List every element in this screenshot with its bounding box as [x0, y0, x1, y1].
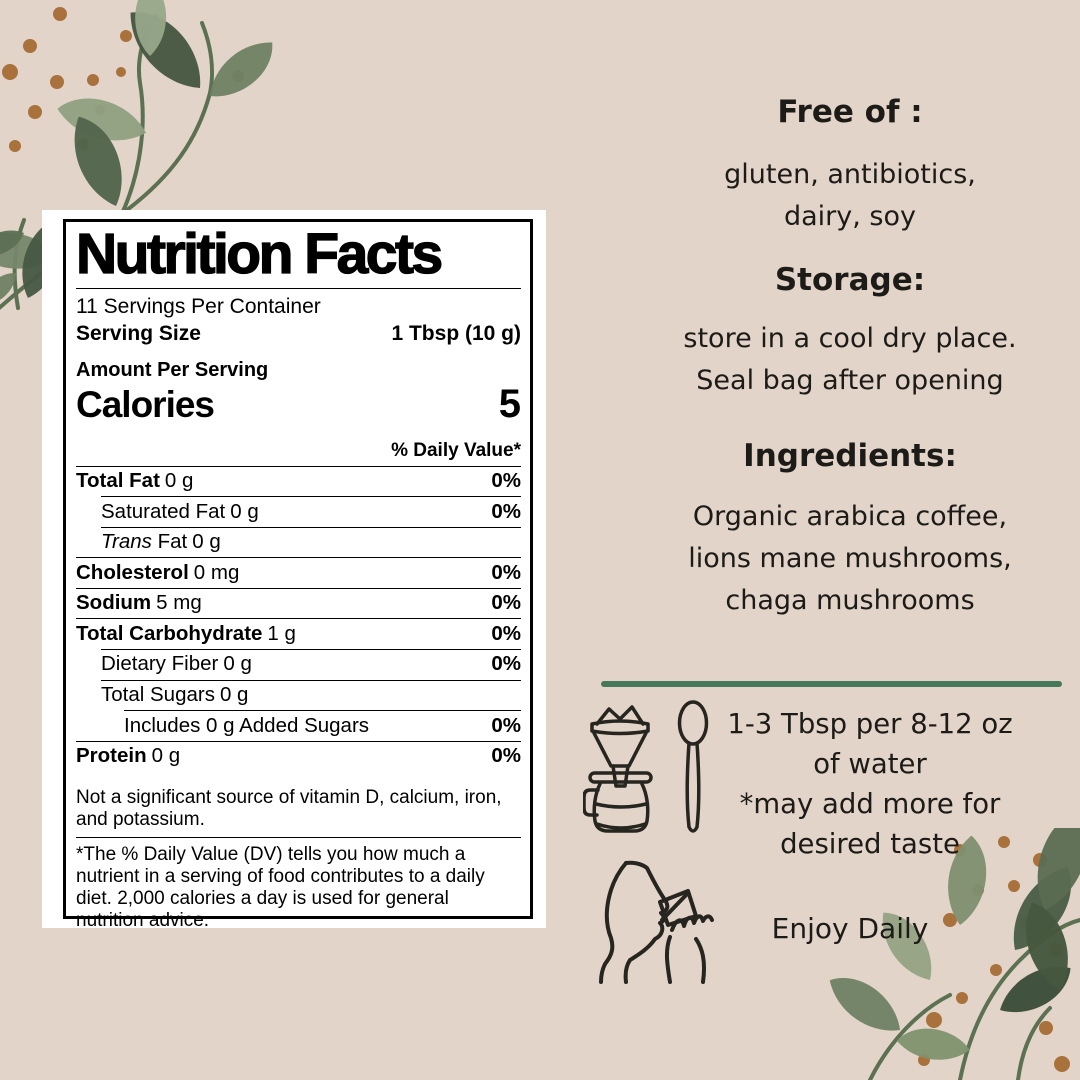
enjoy-daily-text: Enjoy Daily [771, 912, 929, 945]
green-divider [601, 681, 1062, 687]
nutrition-row-saturated-fat [76, 497, 521, 527]
free-of-text [610, 154, 1080, 238]
nutrient-dv: 0% [491, 744, 521, 768]
nutrient-name: Dietary Fiber [101, 652, 219, 676]
serving-size-value: 1 Tbsp (10 g) [391, 321, 521, 345]
nutrient-amount: 0 mg [193, 560, 240, 584]
free-of-line: dairy, soy [784, 201, 916, 232]
daily-value-header: % Daily Value* [391, 439, 521, 461]
nutrition-row-dietary-fiber [76, 650, 521, 680]
nutrient-dv: 0% [491, 713, 521, 737]
nutrient-amount: 0 g [192, 530, 221, 554]
nutrition-row-added-sugars [76, 711, 521, 741]
nutrition-row-cholesterol [76, 558, 521, 588]
nutrient-amount: 0 g [219, 683, 249, 707]
calories-value: 5 [498, 381, 521, 426]
servings-per-container: 11 Servings Per Container [76, 294, 321, 318]
nutrient-amount: 0 g [151, 744, 181, 768]
dosage-line: of water [813, 748, 927, 780]
serving-size-label: Serving Size [76, 321, 201, 345]
nutrient-amount: 0 g [223, 652, 252, 676]
nutrient-name: Saturated Fat [101, 499, 226, 523]
nutrient-amount: 5 mg [156, 591, 202, 615]
nutrition-row-trans-fat [76, 528, 521, 558]
nutrition-facts-title: Nutrition Facts [76, 222, 441, 286]
ingredients-text [610, 496, 1080, 622]
nutrient-name: Protein [76, 744, 147, 768]
ingredients-line: lions mane mushrooms, [688, 543, 1012, 574]
ingredients-heading: Ingredients: [743, 438, 957, 474]
dosage-line: *may add more for [739, 788, 1001, 820]
amount-per-serving-label: Amount Per Serving [76, 358, 269, 381]
nutrient-name: Sodium [76, 591, 152, 615]
storage-text [610, 318, 1080, 402]
nutrition-row-sodium [76, 589, 521, 619]
nutrition-row-total-fat [76, 467, 521, 497]
ingredients-line: chaga mushrooms [725, 585, 975, 616]
nutrient-name: Total Carbohydrate [76, 621, 263, 645]
rule [76, 837, 521, 838]
nutrient-dv: 0% [491, 560, 521, 584]
nutrient-amount: 0 g [164, 469, 194, 493]
ingredients-line: Organic arabica coffee, [692, 501, 1008, 532]
nutrition-row-total-carbohydrate [76, 619, 521, 649]
nutrient-dv: 0% [491, 469, 521, 493]
footnote-sources: Not a significant source of vitamin D, calcium, iron, and potassium. [76, 787, 502, 831]
nutrient-amount: 1 g [267, 621, 296, 645]
calories-label: Calories [76, 383, 215, 425]
dosage-text [660, 704, 1080, 864]
storage-heading: Storage: [774, 262, 926, 298]
nutrient-dv: 0% [491, 621, 521, 645]
dosage-line: 1-3 Tbsp per 8-12 oz [727, 708, 1013, 740]
nutrient-dv: 0% [491, 652, 521, 676]
storage-line: Seal bag after opening [696, 365, 1004, 396]
free-of-heading: Free of : [777, 94, 923, 130]
nutrient-name: Fat [151, 530, 188, 554]
free-of-line: gluten, antibiotics, [724, 159, 976, 190]
nutrition-facts-label [42, 210, 546, 932]
dosage-line: desired taste [780, 828, 960, 860]
nutrition-facts-border-box [63, 219, 533, 932]
nutrient-name: Total Fat [76, 469, 160, 493]
nutrient-dv: 0% [491, 591, 521, 615]
serving-size-row [76, 322, 521, 346]
nutrient-amount: 0 g [230, 499, 259, 523]
nutrient-dv: 0% [491, 499, 521, 523]
footnote-daily-value: *The % Daily Value (DV) tells you how much a nutrient in a serving of food contributes to a daily diet. 2,000 calories a day is used for general nutrition advice. [76, 844, 485, 932]
nutrition-row-total-sugars [76, 681, 521, 711]
calories-row [76, 382, 521, 427]
nutrient-name-italic: Trans [101, 530, 152, 554]
rule [76, 288, 521, 289]
watercolor-leaves-bottom-right-decoration [808, 828, 1080, 1080]
storage-line: store in a cool dry place. [683, 323, 1017, 354]
coffee-dripper-icon [584, 707, 651, 831]
nutrient-name: Total Sugars [101, 683, 215, 707]
nutrient-name: Cholesterol [76, 560, 189, 584]
nutrient-name: Includes 0 g Added Sugars [124, 713, 370, 737]
nutrition-row-protein [76, 742, 521, 772]
